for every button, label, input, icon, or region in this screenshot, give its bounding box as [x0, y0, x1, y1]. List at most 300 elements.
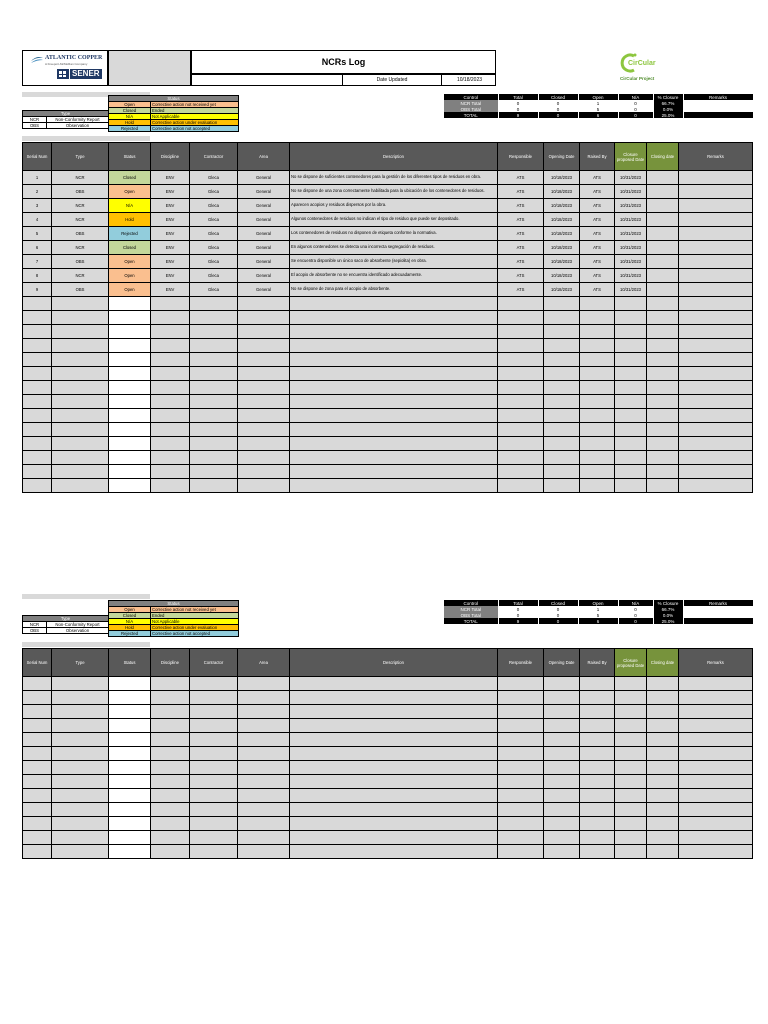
table-top-gray-bar — [22, 136, 150, 141]
cell-empty — [290, 831, 498, 845]
cell-empty — [498, 325, 544, 339]
cell-empty — [290, 733, 498, 747]
cell-remarks — [679, 283, 753, 297]
table-row-empty — [23, 691, 753, 705]
cell-empty — [238, 845, 290, 859]
cell-empty — [238, 719, 290, 733]
cell-empty — [190, 817, 238, 831]
cell-description: No se dispone de suficientes contenedores para la gestión de los diferentes tipos de residuos en obra. — [290, 171, 498, 185]
cell-empty — [190, 297, 238, 311]
cell-empty — [679, 395, 753, 409]
cell-discipline: ENV — [151, 199, 190, 213]
table-row-empty — [23, 451, 753, 465]
cell-empty — [52, 761, 109, 775]
cell-raised: ATS — [580, 213, 615, 227]
cell-contractor: Gleca — [190, 171, 238, 185]
cell-status: Closed — [109, 171, 151, 185]
cell-empty — [580, 311, 615, 325]
cell-closing — [647, 241, 679, 255]
col-opening-date: Opening Date — [544, 143, 580, 171]
cell-serial: 3 — [23, 199, 52, 213]
cell-empty — [580, 297, 615, 311]
cell-empty — [151, 339, 190, 353]
cell-empty — [615, 465, 647, 479]
cell-empty — [290, 297, 498, 311]
cell-empty — [23, 437, 52, 451]
cell-empty — [151, 353, 190, 367]
cell-empty — [580, 691, 615, 705]
cell-empty — [679, 677, 753, 691]
cell-responsible: ATS — [498, 283, 544, 297]
col-remarks: Remarks — [679, 143, 753, 171]
cell-empty — [647, 691, 679, 705]
cell-opening: 10/18/2023 — [544, 269, 580, 283]
cell-empty — [498, 733, 544, 747]
company-logos — [22, 50, 108, 86]
cell-empty — [544, 297, 580, 311]
cell-area: General — [238, 269, 290, 283]
cell-empty — [151, 437, 190, 451]
cell-empty — [290, 479, 498, 493]
cell-empty — [290, 719, 498, 733]
cell-empty — [109, 479, 151, 493]
table-row-empty — [23, 733, 753, 747]
cell-empty — [190, 691, 238, 705]
table-row-empty — [23, 705, 753, 719]
col-responsible: Responsible — [498, 143, 544, 171]
cell-empty — [190, 325, 238, 339]
cell-empty — [151, 451, 190, 465]
cell-empty — [52, 803, 109, 817]
cell-empty — [109, 437, 151, 451]
table-row — [23, 185, 753, 199]
cell-empty — [647, 339, 679, 353]
cell-empty — [679, 705, 753, 719]
cell-empty — [23, 409, 52, 423]
cell-empty — [679, 325, 753, 339]
cell-empty — [238, 395, 290, 409]
cell-empty — [52, 719, 109, 733]
cell-closing — [647, 171, 679, 185]
cell-empty — [23, 339, 52, 353]
cell-empty — [498, 803, 544, 817]
cell-empty — [580, 353, 615, 367]
cell-empty — [580, 803, 615, 817]
cell-empty — [290, 395, 498, 409]
cell-closing — [647, 255, 679, 269]
cell-empty — [580, 367, 615, 381]
cell-empty — [151, 423, 190, 437]
cell-empty — [52, 423, 109, 437]
cell-empty — [52, 845, 109, 859]
cell-empty — [109, 845, 151, 859]
cell-contractor: Gleca — [190, 227, 238, 241]
cell-contractor: Gleca — [190, 199, 238, 213]
cell-empty — [190, 747, 238, 761]
cell-opening: 10/18/2023 — [544, 255, 580, 269]
cell-empty — [615, 297, 647, 311]
cell-empty — [647, 479, 679, 493]
circular-logo — [618, 52, 664, 84]
cell-opening: 10/18/2023 — [544, 199, 580, 213]
cell-empty — [498, 451, 544, 465]
cell-empty — [238, 311, 290, 325]
cell-empty — [498, 311, 544, 325]
cell-empty — [544, 437, 580, 451]
cell-description: No se dispone de zona para el acopio de absorbente. — [290, 283, 498, 297]
table-row-empty — [23, 677, 753, 691]
cell-empty — [580, 423, 615, 437]
cell-empty — [290, 705, 498, 719]
cell-raised: ATS — [580, 227, 615, 241]
table-row — [23, 255, 753, 269]
cell-empty — [151, 311, 190, 325]
table-row-empty — [23, 719, 753, 733]
cell-empty — [238, 789, 290, 803]
cell-empty — [23, 733, 52, 747]
cell-empty — [52, 705, 109, 719]
cell-raised: ATS — [580, 241, 615, 255]
cell-empty — [109, 325, 151, 339]
cell-empty — [290, 789, 498, 803]
cell-empty — [151, 465, 190, 479]
cell-empty — [23, 705, 52, 719]
cell-empty — [544, 451, 580, 465]
cell-empty — [151, 381, 190, 395]
cell-empty — [190, 409, 238, 423]
cell-empty — [190, 761, 238, 775]
cell-empty — [679, 719, 753, 733]
cell-empty — [190, 437, 238, 451]
cell-empty — [498, 297, 544, 311]
cell-empty — [544, 479, 580, 493]
cell-empty — [290, 409, 498, 423]
cell-status: Open — [109, 269, 151, 283]
cell-empty — [23, 691, 52, 705]
cell-empty — [615, 353, 647, 367]
cell-raised: ATS — [580, 185, 615, 199]
table-row-empty — [23, 845, 753, 859]
cell-type: OBS — [52, 255, 109, 269]
cell-empty — [615, 409, 647, 423]
cell-opening: 10/18/2023 — [544, 185, 580, 199]
cell-empty — [498, 339, 544, 353]
cell-empty — [498, 479, 544, 493]
cell-empty — [52, 381, 109, 395]
cell-opening: 10/18/2023 — [544, 213, 580, 227]
atlantic-copper-logo-icon — [31, 55, 41, 61]
cell-empty — [23, 381, 52, 395]
cell-empty — [238, 691, 290, 705]
cell-empty — [679, 465, 753, 479]
table-row-empty — [23, 775, 753, 789]
cell-empty — [52, 677, 109, 691]
cell-empty — [615, 789, 647, 803]
cell-empty — [109, 775, 151, 789]
cell-empty — [23, 423, 52, 437]
summary-table-2: Control Total Closed Open N/A % Closure Remarks NCR Total 0 0 1 0 66.7% OBS Total 0 0 5 0 0.0% TOTAL 9 0 6 0 25.0% — [444, 600, 754, 624]
table-row — [23, 199, 753, 213]
cell-area: General — [238, 255, 290, 269]
cell-empty — [615, 775, 647, 789]
cell-empty — [647, 437, 679, 451]
cell-empty — [151, 775, 190, 789]
table-row-empty — [23, 789, 753, 803]
cell-empty — [647, 409, 679, 423]
cell-empty — [580, 761, 615, 775]
table-row-empty — [23, 339, 753, 353]
summary-row-total: TOTAL 9 0 6 0 25.0% — [444, 112, 753, 118]
cell-discipline: ENV — [151, 227, 190, 241]
cell-empty — [679, 423, 753, 437]
cell-empty — [151, 409, 190, 423]
date-updated-value: 10/18/2023 — [456, 77, 483, 83]
cell-empty — [52, 691, 109, 705]
cell-status: Open — [109, 255, 151, 269]
cell-empty — [615, 747, 647, 761]
cell-empty — [679, 775, 753, 789]
type-legend — [22, 110, 109, 129]
cell-empty — [190, 705, 238, 719]
cell-empty — [544, 465, 580, 479]
legend-gray-bar-2 — [22, 594, 150, 599]
cell-empty — [679, 747, 753, 761]
atlantic-copper-text: ATLANTIC COPPER — [45, 55, 103, 61]
cell-empty — [580, 677, 615, 691]
cell-empty — [647, 367, 679, 381]
status-legend-title: Status — [109, 96, 239, 102]
cell-empty — [238, 747, 290, 761]
status-legend-row: Rejected Corrective action not accepted — [109, 126, 239, 132]
cell-empty — [190, 803, 238, 817]
status-legend-row: Closed Ended — [109, 108, 239, 114]
cell-responsible: ATS — [498, 213, 544, 227]
cell-empty — [23, 479, 52, 493]
col-contractor: Contractor — [190, 143, 238, 171]
cell-empty — [190, 789, 238, 803]
cell-empty — [679, 845, 753, 859]
table-row-empty — [23, 381, 753, 395]
cell-empty — [151, 789, 190, 803]
cell-empty — [615, 831, 647, 845]
cell-empty — [647, 761, 679, 775]
cell-empty — [679, 437, 753, 451]
cell-empty — [52, 409, 109, 423]
cell-responsible: ATS — [498, 171, 544, 185]
cell-serial: 2 — [23, 185, 52, 199]
cell-empty — [615, 437, 647, 451]
cell-empty — [544, 761, 580, 775]
cell-empty — [580, 479, 615, 493]
circular-logo-text: CirCular — [628, 60, 656, 67]
cell-closure: 10/31/2023 — [615, 269, 647, 283]
cell-empty — [615, 381, 647, 395]
cell-empty — [109, 761, 151, 775]
table-row — [23, 227, 753, 241]
cell-empty — [23, 367, 52, 381]
cell-empty — [190, 339, 238, 353]
cell-responsible: ATS — [498, 227, 544, 241]
cell-discipline: ENV — [151, 213, 190, 227]
cell-empty — [647, 775, 679, 789]
ncr-log-table — [22, 142, 753, 493]
cell-discipline: ENV — [151, 185, 190, 199]
cell-empty — [647, 297, 679, 311]
cell-contractor: Gleca — [190, 241, 238, 255]
cell-empty — [498, 423, 544, 437]
cell-empty — [498, 353, 544, 367]
cell-empty — [544, 705, 580, 719]
cell-empty — [109, 677, 151, 691]
cell-empty — [190, 367, 238, 381]
cell-empty — [544, 325, 580, 339]
cell-empty — [615, 395, 647, 409]
cell-empty — [238, 367, 290, 381]
cell-type: OBS — [52, 283, 109, 297]
type-legend-title: Type — [23, 111, 109, 117]
cell-empty — [190, 311, 238, 325]
summary-row-ncr: NCR Total 0 0 1 0 66.7% — [444, 100, 753, 106]
table-row-empty — [23, 367, 753, 381]
cell-empty — [615, 677, 647, 691]
cell-area: General — [238, 283, 290, 297]
col-area: Area — [238, 143, 290, 171]
cell-empty — [151, 761, 190, 775]
cell-empty — [109, 381, 151, 395]
cell-empty — [290, 339, 498, 353]
cell-responsible: ATS — [498, 185, 544, 199]
cell-empty — [52, 297, 109, 311]
cell-empty — [190, 845, 238, 859]
cell-status: Hold — [109, 213, 151, 227]
cell-empty — [190, 775, 238, 789]
cell-empty — [647, 381, 679, 395]
cell-serial: 5 — [23, 227, 52, 241]
cell-empty — [679, 353, 753, 367]
cell-empty — [544, 803, 580, 817]
cell-empty — [498, 395, 544, 409]
cell-empty — [580, 845, 615, 859]
cell-empty — [52, 367, 109, 381]
table-row-empty — [23, 325, 753, 339]
cell-empty — [544, 677, 580, 691]
cell-empty — [109, 395, 151, 409]
table-row-empty — [23, 479, 753, 493]
cell-empty — [238, 409, 290, 423]
cell-closing — [647, 269, 679, 283]
cell-serial: 6 — [23, 241, 52, 255]
date-updated-row — [191, 74, 496, 86]
cell-empty — [52, 325, 109, 339]
cell-empty — [498, 831, 544, 845]
cell-discipline: ENV — [151, 171, 190, 185]
sener-text: SENER — [72, 69, 100, 78]
cell-contractor: Gleca — [190, 283, 238, 297]
type-legend-row: OBS Observation — [23, 628, 109, 634]
cell-empty — [544, 775, 580, 789]
cell-empty — [109, 747, 151, 761]
cell-empty — [23, 747, 52, 761]
header-gray-block — [108, 50, 191, 86]
summary-table — [444, 94, 754, 118]
cell-empty — [109, 789, 151, 803]
cell-empty — [679, 409, 753, 423]
cell-empty — [23, 325, 52, 339]
cell-empty — [544, 395, 580, 409]
status-legend-row: Closed Ended — [109, 613, 239, 619]
cell-empty — [580, 325, 615, 339]
cell-empty — [151, 803, 190, 817]
cell-empty — [498, 817, 544, 831]
cell-empty — [52, 465, 109, 479]
cell-empty — [580, 747, 615, 761]
cell-empty — [290, 677, 498, 691]
cell-empty — [52, 353, 109, 367]
cell-area: General — [238, 241, 290, 255]
cell-status: Closed — [109, 241, 151, 255]
cell-empty — [238, 423, 290, 437]
cell-closing — [647, 283, 679, 297]
cell-empty — [498, 845, 544, 859]
cell-empty — [615, 845, 647, 859]
cell-area: General — [238, 185, 290, 199]
cell-empty — [647, 831, 679, 845]
type-legend-row: NCR Non-Conformity Report — [23, 622, 109, 628]
cell-empty — [290, 465, 498, 479]
cell-empty — [23, 761, 52, 775]
cell-empty — [544, 733, 580, 747]
col-description: Description — [290, 143, 498, 171]
cell-area: General — [238, 213, 290, 227]
cell-empty — [290, 845, 498, 859]
cell-description: El acopio de absorbente no se encuentra identificado adecuadamente. — [290, 269, 498, 283]
table-row-empty — [23, 353, 753, 367]
atlantic-copper-sub: A Freeport-McMoRan Company — [45, 62, 88, 66]
cell-empty — [290, 747, 498, 761]
cell-empty — [544, 353, 580, 367]
cell-empty — [151, 719, 190, 733]
cell-empty — [615, 339, 647, 353]
cell-empty — [498, 677, 544, 691]
cell-discipline: ENV — [151, 283, 190, 297]
cell-empty — [23, 465, 52, 479]
table-row-empty — [23, 437, 753, 451]
type-legend-row: OBS Observation — [23, 123, 109, 129]
cell-empty — [580, 831, 615, 845]
table-row-empty — [23, 395, 753, 409]
cell-empty — [647, 465, 679, 479]
cell-contractor: Gleca — [190, 269, 238, 283]
cell-empty — [238, 297, 290, 311]
cell-opening: 10/18/2023 — [544, 227, 580, 241]
cell-type: OBS — [52, 185, 109, 199]
cell-responsible: ATS — [498, 269, 544, 283]
cell-empty — [190, 677, 238, 691]
cell-empty — [647, 451, 679, 465]
cell-description: Algunos contenedores de residuos no indican el tipo de residuo que puede ser depositado. — [290, 213, 498, 227]
status-legend-2: Status Open Corrective action not received yet Closed Ended N/A Not Applicable Hold Corrective action under evaluation Rejected Corrective action not accepted — [108, 600, 239, 637]
cell-empty — [580, 789, 615, 803]
ncr-log-table-2 — [22, 648, 753, 859]
cell-serial: 4 — [23, 213, 52, 227]
col-type: Type — [52, 143, 109, 171]
cell-empty — [151, 831, 190, 845]
cell-empty — [109, 831, 151, 845]
table-row-empty — [23, 747, 753, 761]
cell-empty — [290, 817, 498, 831]
cell-empty — [647, 423, 679, 437]
cell-closure: 10/31/2023 — [615, 283, 647, 297]
